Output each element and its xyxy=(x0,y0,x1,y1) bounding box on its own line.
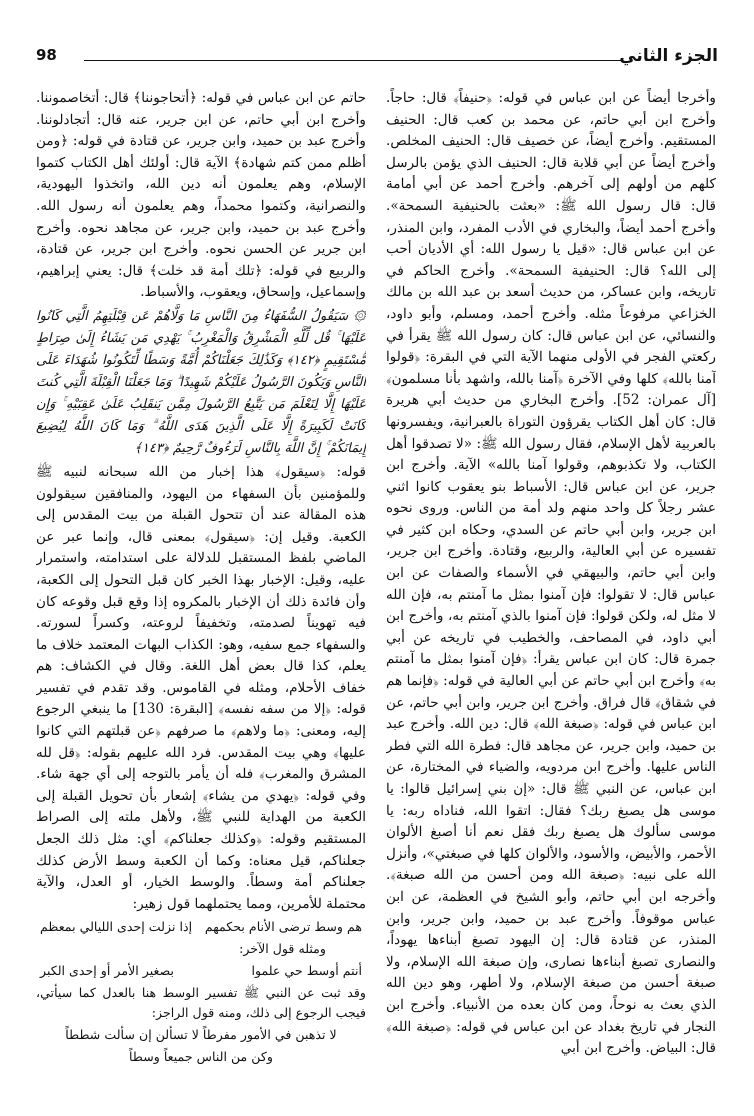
page-number: 98 xyxy=(36,46,57,64)
poem-2-first-hemistich: أنتم أوسط حي علموا xyxy=(251,963,362,979)
poem-line-1 xyxy=(36,917,366,937)
left-paragraph-1: حاتم عن ابن عباس في قوله: ﴿أتحاجوننا﴾ قال: أتخاصموننا. وأخرج ابن أبي حاتم، عن ابن جرير، عنه قال: أتجادلوننا. وأخرج عبد بن حميد، وابن جرير، عن قتادة في قوله: ﴿ومن أظلم ممن كتم شهادة﴾ الآية قال: أولئك أهل الكتاب كتموا الإسلام، وهم يعلمون أنه دين الله، واتخذوا اليهودية، والنصرانية، وكتموا محمداً، وهم يعلمون أنه رسول الله. وأخرج عبد بن حميد، وابن جرير، عن مجاهد نحوه. وأخرج ابن جرير عن الحسن نحوه. وأخرج ابن جرير، عن قتادة، والربيع في قوله: ﴿تلك أمة قد خلت﴾ قال: يعني إبراهيم، وإسماعيل، وإسحاق، ويعقوب، والأسباط. xyxy=(36,90,366,301)
poem-1-first-hemistich: هم وسط ترضى الأنام بحكمهم xyxy=(204,919,362,935)
page-header xyxy=(36,46,718,72)
poem-2-second-hemistich: بصغير الأمر أو إحدى الكبر xyxy=(40,963,175,979)
running-title: الجزء الثاني xyxy=(619,46,718,66)
left-paragraph-3: وقد ثبت عن النبي ﷺ تفسير الوسط هنا بالعدل كما سيأتي، فيجب الرجوع إلى ذلك، ومنه قول الراجز: xyxy=(36,985,366,1021)
left-column xyxy=(36,88,366,1096)
right-column xyxy=(386,88,716,1096)
poem-intro-2: ومثله قول الآخر: xyxy=(239,941,326,957)
quran-verse-block: ۞ سَيَقُولُ السُّفَهَاءُ مِنَ النَّاسِ مَا وَلَّاهُمْ عَن قِبْلَتِهِمُ الَّتِي كَانُوا عَلَيْهَا ۚ قُل لِّلَّهِ الْمَشْرِقُ وَالْمَغْرِبُ ۚ يَهْدِي مَن يَشَاءُ إِلَىٰ صِرَاطٍ مُّسْتَقِيمٍ ﴿١٤٢﴾ وَكَذَٰلِكَ جَعَلْنَاكُمْ أُمَّةً وَسَطًا لِّتَكُونُوا شُهَدَاءَ عَلَى النَّاسِ وَيَكُونَ الرَّسُولُ عَلَيْكُمْ شَهِيدًا ۗ وَمَا جَعَلْنَا الْقِبْلَةَ الَّتِي كُنتَ عَلَيْهَا إِلَّا لِنَعْلَمَ مَن يَتَّبِعُ الرَّسُولَ مِمَّن يَنقَلِبُ عَلَىٰ عَقِبَيْهِ ۚ وَإِن كَانَتْ لَكَبِيرَةً إِلَّا عَلَى الَّذِينَ هَدَى اللَّهُ ۗ وَمَا كَانَ اللَّهُ لِيُضِيعَ إِيمَانَكُمْ ۚ إِنَّ اللَّهَ بِالنَّاسِ لَرَءُوفٌ رَّحِيمٌ ﴿١٤٣﴾ xyxy=(36,308,366,456)
rajaz-line-1: لا تذهبن في الأمور مفرطاً لا تسألن إن سألت شططاً xyxy=(65,1027,337,1043)
poem-line-2 xyxy=(36,961,366,981)
poem-1-second-hemistich: إذا نزلت إحدى الليالي بمعظم xyxy=(40,919,193,935)
left-paragraph-2: قوله: ﴿سيقول﴾ هذا إخبار من الله سبحانه لنبيه ﷺ وللمؤمنين بأن السفهاء من اليهود، والمنافقين سيقولون هذه المقالة عند أن تتحول القبلة من بيت المقدس إلى الكعبة. وقيل إن: ﴿سيقول﴾ بمعنى قال، وإنما عبر عن الماضي بلفظ المستقبل للدلالة على استدامته، واستمرار عليه، وقيل: الإخبار بهذا الخبر كان قبل التحول إلى الكعبة، وأن فائدة ذلك أن الإخبار بالمكروه إذا وقع قبل وقوعه كان فيه تهويناً لصدمته، وتخفيفاً لروعته، وكسراً لسورته. والسفهاء جمع سفيه، وهو: الكذاب البهات المعتمد خلاف ما يعلم، كذا قال بعض أهل اللغة. وقال في الكشاف: هم خفاف الأحلام، ومثله في القاموس. وقد تقدم في تفسير قوله: ﴿إلا من سفه نفسه﴾ [البقرة: 130] ما ينبغي الرجوع إليه، ومعنى: ﴿ما ولاهم﴾ ما صرفهم ﴿عن قبلتهم التي كانوا عليها﴾ وهي بيت المقدس. فرد الله عليهم بقوله: ﴿قل لله المشرق والمغرب﴾ فله أن يأمر بالتوجه إلى أي جهة شاء. وفي قوله: ﴿يهدي من يشاء﴾ إشعار بأن تحويل القبلة إلى الكعبة من الهداية للنبي ﷺ، ولأهل ملته إلى الصراط المستقيم وقوله: ﴿وكذلك جعلناكم﴾ أي: مثل ذلك الجعل جعلناكم، قيل معناه: وكما أن الكعبة وسط الأرض كذلك جعلناكم أمة وسطاً. والوسط الخيار، أو العدل، والآية محتملة للأمرين، ومما يحتملهما قول زهير: xyxy=(36,463,366,912)
rajaz-line-2: وكن من الناس جميعاً وسطاً xyxy=(129,1049,273,1065)
header-rule xyxy=(84,60,622,61)
right-column-paragraph: وأخرجا أيضاً عن ابن عباس في قوله: ﴿حنيفاً﴾ قال: حاجاً. وأخرج ابن أبي حاتم، عن محمد بن كعب قال: الحنيف المستقيم. وأخرج أيضاً، عن خصيف قال: الحنيف المخلص. وأخرج أيضاً عن أبي قلابة قال: الحنيف الذي يؤمن بالرسل كلهم من أولهم إلى آخرهم. وأخرج أحمد عن أبي أمامة قال: قال رسول الله ﷺ: «بعثت بالحنيفية السمحة». وأخرج أحمد أيضاً، والبخاري في الأدب المفرد، وابن المنذر، عن ابن عباس قال: «قيل يا رسول الله: أي الأديان أحب إلى الله؟ قال: الحنيفية السمحة». وأخرج الحاكم في تاريخه، وابن عساكر، من حديث أسعد بن عبد الله بن مالك الخزاعي مرفوعاً مثله. وأخرج أحمد، ومسلم، وأبو داود، والنسائي، عن ابن عباس قال: كان رسول الله ﷺ يقرأ في ركعتي الفجر في الأولى منهما الآية التي في البقرة: ﴿قولوا آمنا بالله﴾ كلها وفي الآخرة ﴿آمنا بالله، واشهد بأنا مسلمون﴾ [آل عمران: 52]. وأخرج البخاري من حديث أبي هريرة قال: كان أهل الكتاب يقرؤون التوراة بالعبرانية، ويفسرونها بالعربية لأهل الإسلام، فقال رسول الله ﷺ: «لا تصدقوا أهل الكتاب، ولا تكذبوهم، وقولوا آمنا بالله» الآية. وأخرج ابن جرير، عن ابن عباس قال: الأسباط بنو يعقوب كانوا اثني عشر رجلاً كل واحد منهم ولد أمة من الناس. وروى نحوه ابن جرير، وابن أبي حاتم عن السدي، وحكاه ابن كثير في تفسيره عن أبي العالية، والربيع، وقتادة. وأخرج ابن جرير، وابن أبي حاتم، والبيهقي في الأسماء والصفات عن ابن عباس قال: لا تقولوا: فإن آمنوا بمثل ما آمنتم به، فإن الله لا مثل له، ولكن قولوا: فإن آمنوا بالذي آمنتم به، وأخرج ابن أبي داود، في المصاحف، والخطيب في تاريخه عن أبي جمرة قال: كان ابن عباس يقرأ: ﴿فإن آمنوا بمثل ما آمنتم به﴾ وأخرج ابن أبي حاتم عن أبي العالية في قوله: ﴿فإنما هم في شقاق﴾ قال فراق. وأخرج ابن جرير، وابن أبي حاتم، عن ابن عباس في قوله: ﴿صبغة الله﴾ قال: دين الله. وأخرج عبد بن حميد، وابن جرير، عن مجاهد قال: فطرة الله التي فطر الناس عليها. وأخرج ابن مردويه، والضياء في المختارة، عن ابن عباس، عن النبي ﷺ قال: «إن بني إسرائيل قالوا: يا موسى هل يصبغ ربك؟ فقال: اتقوا الله، فناداه ربه: يا موسى سألوك هل يصبغ ربك فقل نعم أنا أصبغ الألوان الأحمر، والأبيض، والأسود، والألوان كلها في صبغتي»، وأنزل الله على نبيه: ﴿صبغة الله ومن أحسن من الله صبغة﴾. وأخرجه ابن أبي حاتم، وأبو الشيخ في العظمة، عن ابن عباس موقوفاً. وأخرج عبد بن حميد، وابن جرير، وابن المنذر، عن قتادة قال: إن اليهود تصبغ أبناءها يهوداً، والنصارى تصبغ أبناءها نصارى، وإن صبغة الله الإسلام، ولا صبغة أحسن من صبغة الإسلام، ولا أطهر، وهو دين الله الذي بعث به نوحاً، ومن كان بعده من الأنبياء. وأخرج ابن النجار في تاريخ بغداد عن ابن عباس في قوله: ﴿صبغة الله﴾ قال: البياض. وأخرج ابن أبي xyxy=(386,90,716,1057)
